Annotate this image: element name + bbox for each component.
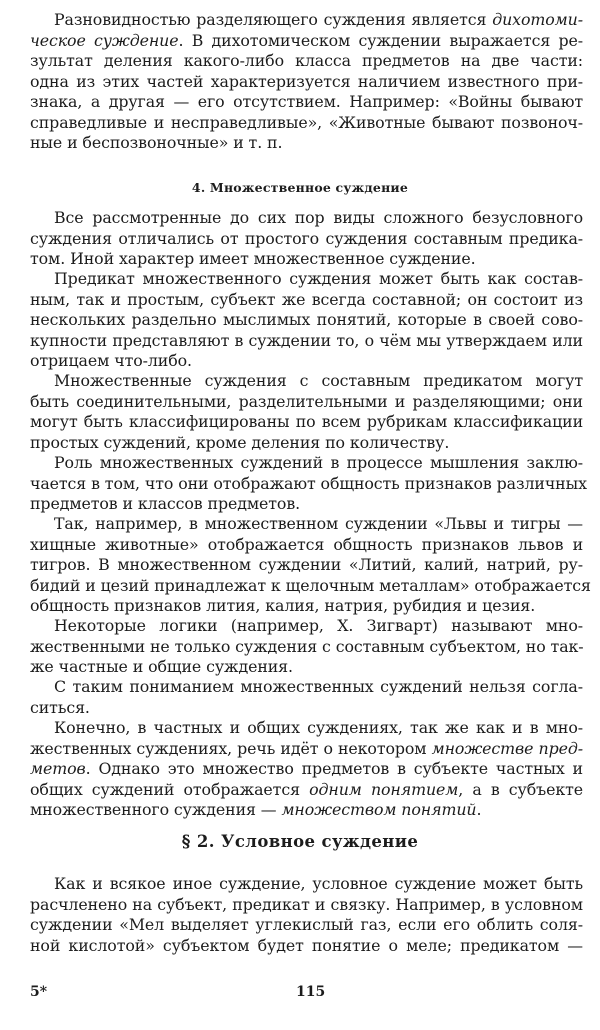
signature-mark: 5* (30, 984, 48, 1000)
paragraph-5: Так, например, в множественном суждении «Львы и тигры — хищные животные» отображается общность признаков львов и тигров. В множественном суждении «Литий, калий, натрий, ру- бидий и цезий принадлежат к щелочным металлам» отображается общность признаков лития, калия, натрия, рубидия и цезия. (30, 514, 591, 615)
paragraph-4: Роль множественных суждений в процессе мышления заклю- чается в том, что они отображают общность признаков различных предметов и классов предметов. (30, 453, 587, 513)
paragraph-7: С таким пониманием множественных суждений нельзя согла- ситься. (30, 677, 583, 717)
paragraph-1: Все рассмотренные до сих пор виды сложного безусловного суждения отличались от простого суждения составным предика- том. Иной характер имеет множественное суждение. (30, 208, 583, 268)
section-heading-2: § 2. Условное суждение (181, 832, 419, 851)
page-number: 115 (296, 984, 326, 1000)
section-heading-4: 4. Множественное суждение (191, 180, 409, 195)
paragraph-6: Некоторые логики (например, Х. Зигварт) называют мно- жественными не только суждения с составным субъектом, но так- же частные и общие суждения. (30, 616, 584, 676)
paragraph-9: Как и всякое иное суждение, условное суждение может быть расчленено на субъект, предикат и связку. Например, в условном суждении «Мел выделяет углекислый газ, если его облить соля- ной кислотой» субъектом будет понятие о меле; предикатом — (30, 874, 583, 955)
paragraph-8: Конечно, в частных и общих суждениях, так же как и в мно- жественных суждениях, речь идёт о некотором множестве пред- метов. Однако это множество предметов в субъекте частных и общих суждений отображается одним понятием, а в субъекте множественного суждения — множеством понятий. (30, 718, 583, 819)
paragraph-dichotomic: Разновидностью разделяющего суждения является дихотоми- ческое суждение. В дихотомическом суждении выражается ре- зультат деления какого-либо класса предметов на две части: одна из этих частей характеризуется наличием известного при- знака, а другая — его отсутствием. Например: «Войны бывают справедливые и несправедливые», «Животные бывают позвоноч- ные и беспозвоночные» и т. п. (30, 10, 583, 152)
paragraph-3: Множественные суждения с составным предикатом могут быть соединительными, разделительными и разделяющими; они могут быть классифицированы по всем рубрикам классификации простых суждений, кроме деления по количеству. (30, 371, 583, 452)
paragraph-2: Предикат множественного суждения может быть как состав- ным, так и простым, субъект же всегда составной; он состоит из нескольких раздельно мыслимых понятий, которые в своей сово- купности представляют в суждении то, о чём мы утверждаем или отрицаем что-либо. (30, 269, 583, 370)
